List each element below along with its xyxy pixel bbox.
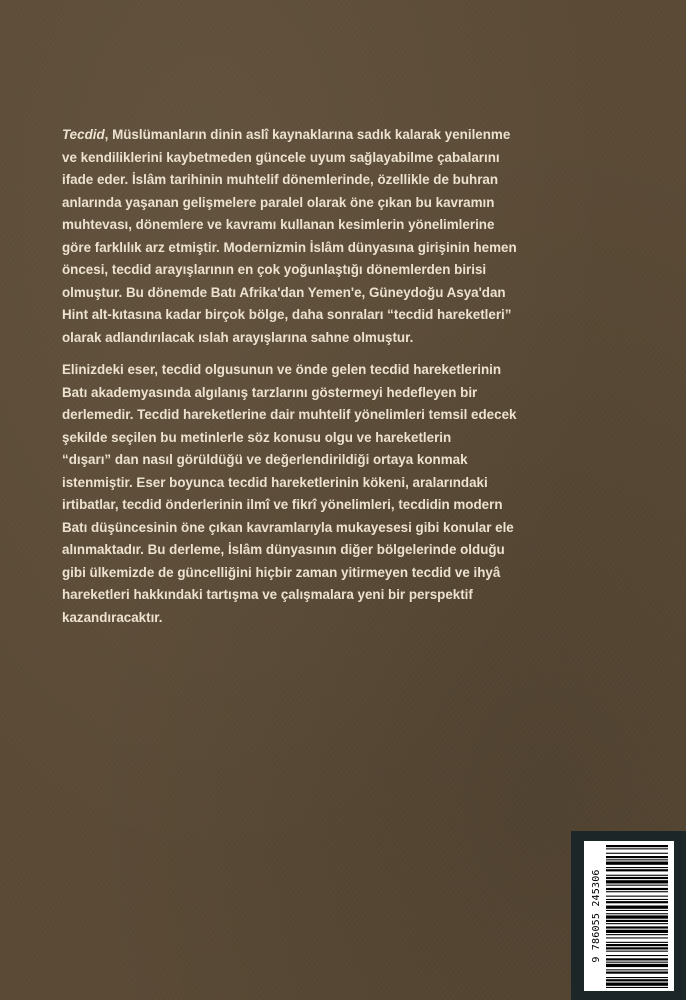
barcode-bar: [606, 934, 668, 935]
text-line: şekilde seçilen bu metinlerle söz konusu olgu ve hareketlerin: [62, 429, 452, 445]
text-line: Tecdid, Müslümanların dinin aslî kaynaklarına sadık kalarak yenilenme: [62, 127, 511, 142]
barcode-bar: [606, 885, 668, 886]
text-line: gibi ülkemizde de güncelliğini hiçbir zaman yitirmeyen tecdid ve ihyâ: [62, 564, 501, 580]
barcode-bar: [606, 901, 668, 903]
text-line: istenmiştir. Eser boyunca tecdid hareketlerinin kökeni, aralarındaki: [62, 474, 488, 490]
barcode-bar: [606, 972, 668, 974]
back-cover-text: [62, 124, 517, 639]
barcode-bar: [606, 877, 668, 879]
barcode-bar: [606, 944, 668, 946]
barcode-bar: [606, 888, 668, 890]
text-line: “dışarı” dan nasıl görüldüğü ve değerlendirildiği ortaya konmak: [62, 452, 468, 467]
text-line: Batı düşüncesinin öne çıkan kavramlarıyla mukayesesi gibi konular ele: [62, 519, 514, 535]
text-line: Batı akademyasında algılanış tarzlarını göstermeyi hedefleyen bir: [62, 384, 478, 400]
barcode-bar: [606, 859, 668, 860]
barcode-bar: [606, 862, 668, 865]
barcode-bar: [606, 880, 668, 883]
barcode-bar: [606, 906, 668, 909]
barcode-bar: [606, 869, 668, 871]
barcode-bar: [606, 913, 668, 914]
barcode-bar: [606, 915, 668, 918]
barcode-bar: [606, 951, 668, 952]
barcode-bar: [606, 875, 668, 876]
barcode-bar: [606, 964, 668, 967]
isbn-barcode: [584, 841, 674, 991]
barcode-bar: [606, 845, 668, 847]
text-line: olarak adlandırılacak ıslah arayışlarına sahne olmuştur.: [62, 329, 414, 345]
text-line: Elinizdeki eser, tecdid olgusunun ve önde gelen tecdid hareketlerinin: [62, 362, 502, 377]
text-line: irtibatlar, tecdid önderlerinin ilmî ve fikrî yönelimleri, tecdidin modern: [62, 497, 503, 512]
barcode-bar: [606, 942, 668, 943]
barcode-bar: [606, 947, 668, 949]
barcode-bar: [606, 969, 668, 970]
text-line: muhtevası, dönemlere ve kavramı kullanan kesimlerin yönelimlerine: [62, 217, 495, 232]
barcode-bar: [606, 958, 668, 960]
paragraph-1: [62, 124, 517, 349]
italic-term-tecdid: Tecdid: [62, 127, 105, 142]
barcode-bar: [606, 930, 668, 933]
barcode-bar: [606, 910, 668, 911]
barcode-bar: [606, 987, 668, 988]
barcode-bar: [606, 955, 668, 956]
text-line: derlemedir. Tecdid hareketlerine dair muhtelif yönelimleri temsil edecek: [62, 407, 517, 422]
barcode-bar: [606, 867, 668, 868]
barcode-bar: [606, 856, 668, 858]
text-line: öncesi, tecdid arayışlarının en çok yoğunlaştığı dönemlerden birisi: [62, 262, 487, 277]
barcode-bar: [606, 962, 668, 963]
barcode-bar: [606, 937, 668, 938]
text-line: hareketleri hakkındaki tartışma ve çalışmalara yeni bir perspektif: [62, 587, 473, 602]
text-line: alınmaktadır. Bu derleme, İslâm dünyasının diğer bölgelerinde olduğu: [62, 542, 505, 557]
text-line: Hint alt-kıtasına kadar birçok bölge, daha sonraları “tecdid hareketleri”: [62, 307, 512, 322]
isbn-number: 9 786055 245306: [591, 869, 602, 963]
barcode-bar: [606, 977, 668, 978]
barcode-bar: [606, 899, 668, 900]
text-line: göre farklılık arz etmiştir. Modernizmin İslâm dünyasına girişinin hemen: [62, 239, 517, 255]
barcode-bar: [606, 920, 668, 922]
barcode-bar: [606, 896, 668, 897]
barcode-bar: [606, 926, 668, 928]
barcode-bar: [606, 853, 668, 854]
text-line: anlarında yaşanan gelişmelere paralel olarak öne çıkan bu kavramın: [62, 194, 495, 210]
text-line: ve kendiliklerini kaybetmeden güncele uyum sağlayabilme çabalarını: [62, 149, 500, 165]
text-line: kazandıracaktır.: [62, 609, 163, 625]
barcode-bar: [606, 848, 668, 849]
barcode-bar: [606, 983, 668, 986]
text-line: olmuştur. Bu dönemde Batı Afrika'dan Yemen'e, Güneydoğu Asya'dan: [62, 284, 506, 300]
barcode-bar: [606, 923, 668, 924]
text-line: ifade eder. İslâm tarihinin muhtelif dönemlerinde, özellikle de buhran: [62, 172, 499, 187]
barcode-bar: [606, 891, 668, 892]
paragraph-2: [62, 359, 517, 629]
barcode-bar: [606, 979, 668, 981]
